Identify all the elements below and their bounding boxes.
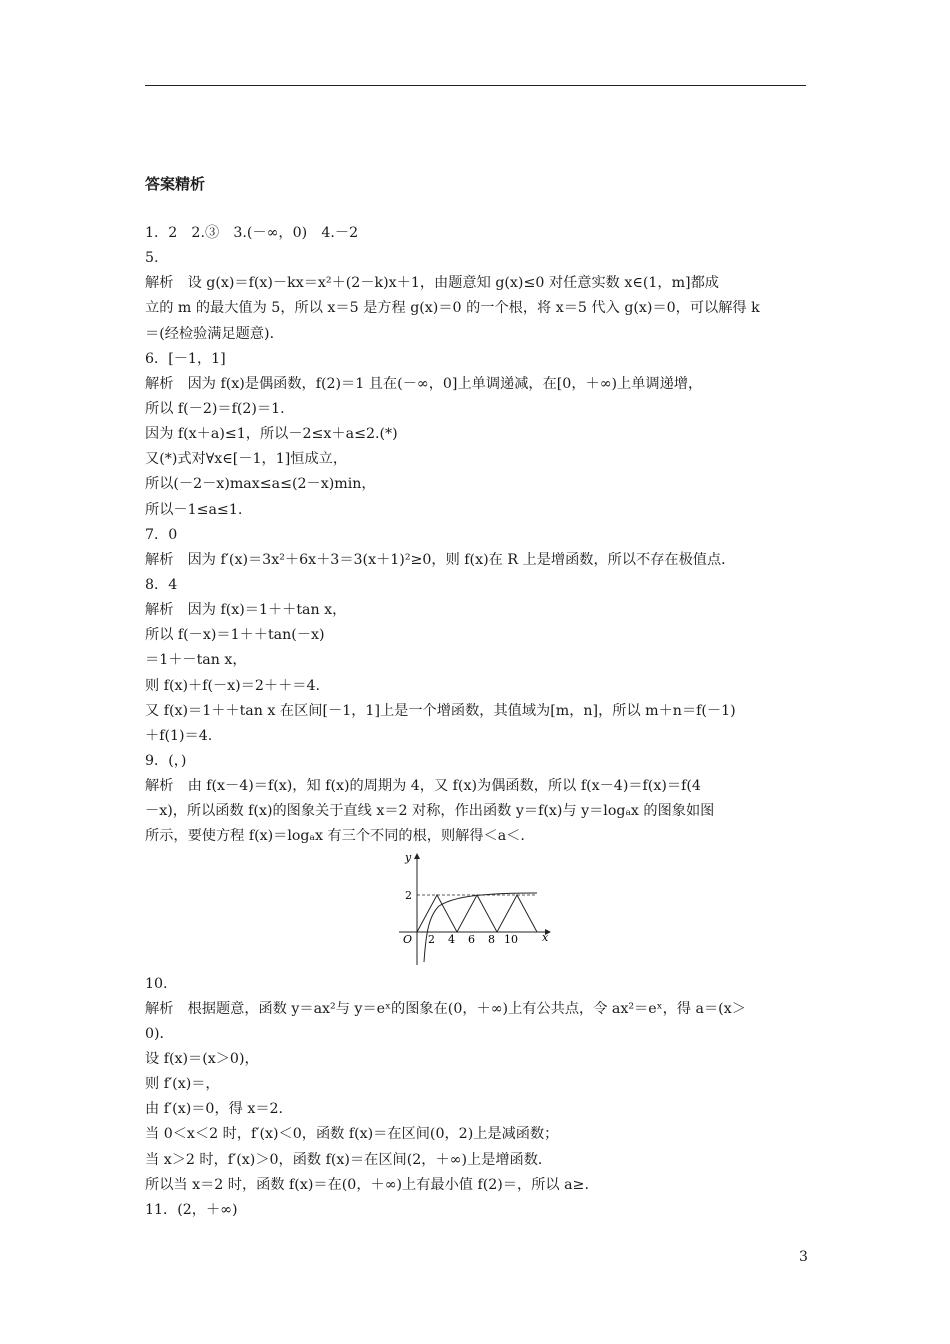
text-line: 所以(－2－x)max≤a≤(2－x)min， — [145, 476, 376, 493]
y-tick-label: 2 — [405, 889, 412, 902]
y-axis-label: y — [405, 851, 412, 864]
text-line: 所以当 x＝2 时，函数 f(x)＝在(0，＋∞)上有最小值 f(2)＝，所以 a≥. — [145, 1176, 589, 1193]
x-tick-label: 10 — [504, 933, 518, 946]
text-line: 所以 f(－x)＝1＋＋tan(－x) — [145, 627, 325, 644]
text-line: 解析 根据题意，函数 y＝ax²与 y＝eˣ的图象在(0，＋∞)上有公共点，令 ax²＝eˣ，得 a＝(x＞ — [145, 1000, 746, 1017]
text-line: 10. — [145, 975, 168, 992]
text-line: 所以－1≤a≤1. — [145, 501, 243, 518]
text-line: 由 f′(x)＝0，得 x＝2. — [145, 1101, 284, 1118]
text-line: 解析 因为 f(x)＝1＋＋tan x， — [145, 602, 347, 619]
x-axis-label: x — [542, 931, 549, 944]
text-line: 11．(2，＋∞) — [145, 1201, 238, 1218]
text-line: 8．4 — [145, 576, 178, 593]
section-heading: 答案精析 — [145, 175, 206, 193]
text-line: 所示，要使方程 f(x)＝logₐx 有三个不同的根，则解得＜a＜. — [145, 828, 525, 845]
text-line: 解析 设 g(x)＝f(x)－kx＝x²＋(2－k)x＋1，由题意知 g(x)≤0 对任意实数 x∈(1，m]都成 — [145, 275, 719, 292]
text-line: 解析 由 f(x－4)＝f(x)，知 f(x)的周期为 4，又 f(x)为偶函数，所以 f(x－4)＝f(x)＝f(4 — [145, 778, 701, 795]
text-line: 9．(，) — [145, 752, 187, 769]
text-line: ＝(经检验满足题意)． — [145, 325, 284, 342]
page-number: 3 — [799, 1249, 808, 1265]
text-line: 解析 因为 f(x)是偶函数，f(2)＝1 且在(－∞，0]上单调递减，在[0，＋∞)上单调递增， — [145, 375, 703, 392]
text-line: 5. — [145, 250, 159, 267]
text-line: 立的 m 的最大值为 5，所以 x＝5 是方程 g(x)＝0 的一个根，将 x＝5 代入 g(x)＝0，可以解得 k — [145, 300, 760, 317]
text-line: 1．2 2.③ 3.(－∞，0) 4.－2 — [145, 225, 359, 241]
function-graph — [395, 850, 560, 968]
text-line: 6．[－1，1] — [145, 350, 226, 367]
text-line: 解析 因为 f′(x)＝3x²＋6x＋3＝3(x＋1)²≥0，则 f(x)在 R 上是增函数，所以不存在极值点． — [145, 551, 736, 568]
text-line: 又 f(x)＝1＋＋tan x 在区间[－1，1]上是一个增函数，其值域为[m，n]，所以 m＋n＝f(－1) — [145, 702, 736, 719]
text-line: 设 f(x)＝(x＞0)， — [145, 1050, 259, 1067]
text-line: 0)． — [145, 1025, 174, 1042]
x-tick-label: 8 — [488, 933, 495, 946]
x-tick-label: 4 — [448, 933, 455, 946]
answer-body — [145, 221, 810, 1223]
origin-label: O — [403, 933, 413, 946]
text-line: 当 0＜x＜2 时，f′(x)＜0，函数 f(x)＝在区间(0，2)上是减函数； — [145, 1126, 559, 1143]
triangle-wave-curve — [417, 895, 537, 932]
text-line: 因为 f(x＋a)≤1，所以－2≤x＋a≤2.(*) — [145, 426, 398, 443]
text-line: ＝1＋－tan x， — [145, 652, 247, 669]
text-line: 7．0 — [145, 526, 178, 543]
text-line: 则 f(x)＋f(－x)＝2＋＋＝4. — [145, 677, 321, 694]
text-line: 则 f′(x)＝， — [145, 1076, 220, 1093]
x-tick-label: 6 — [468, 933, 475, 946]
text-line: 又(*)式对∀x∈[－1，1]恒成立， — [145, 451, 348, 468]
text-line: 所以 f(－2)＝f(2)＝1. — [145, 400, 285, 417]
header-rule — [145, 85, 806, 86]
x-tick-label: 2 — [428, 933, 435, 946]
text-line: 当 x＞2 时，f′(x)＞0，函数 f(x)＝在区间(2，＋∞)上是增函数． — [145, 1151, 553, 1168]
text-line: －x)，所以函数 f(x)的图象关于直线 x＝2 对称，作出函数 y＝f(x)与 y＝logₐx 的图象如图 — [145, 803, 715, 820]
text-line: ＋f(1)＝4. — [145, 727, 213, 744]
